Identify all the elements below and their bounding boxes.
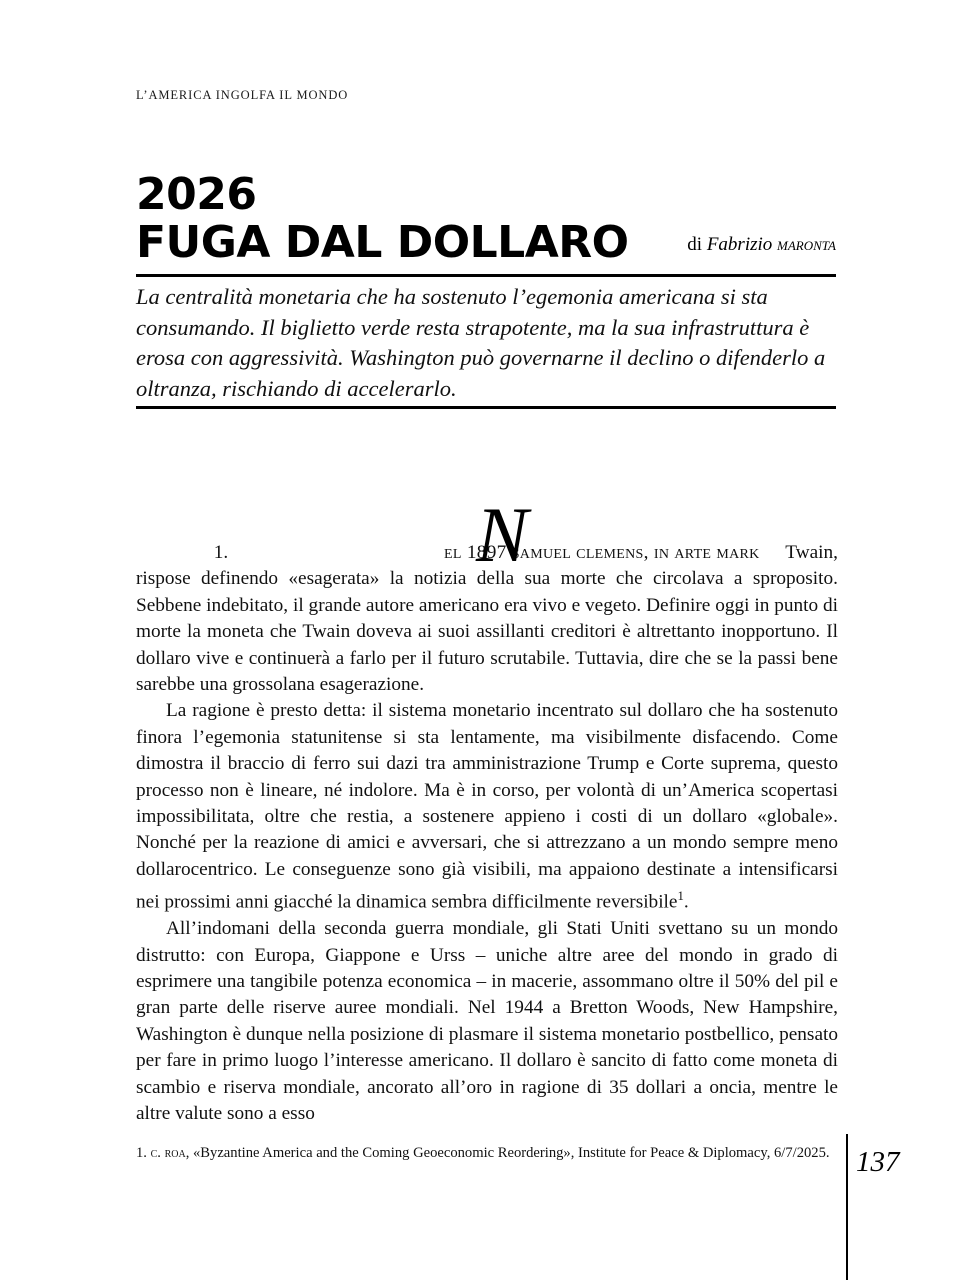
divider-bottom [136, 406, 836, 409]
author-last-name: maronta [777, 234, 836, 255]
footnote-block [136, 1144, 838, 1162]
page-number: 137 [856, 1146, 900, 1178]
lead-smallcaps: el 1897 samuel clemens, in arte mark [444, 542, 760, 563]
author-first-name: Fabrizio [706, 234, 778, 255]
footnote-author: c. roa [150, 1145, 186, 1161]
paragraph-2-text: La ragione è presto detta: il sistema monetario incentrato sul dollaro che ha sostenuto finora l’egemonia statunitense si sta lentamente, ma visibilmente disfacendo. Come dimostra il braccio di ferro sui dazi tra amministrazione Trump e Corte suprema, questo processo non è lineare, né indolore. Ma è in corso, per volontà di un’America scopertasi impossibilitata, oltre che restia, a sostenere appieno i costi di un dollaro «globale». Nonché per la reazione di amici e avversari, che si attrezzano a un mondo sempre meno dollarocentrico. Le conseguenze sono già visibili, ma appaiono destinate a intensificarsi nei prossimi anni giacché la dinamica sembra difficilmente reversibile [136, 700, 838, 913]
byline [687, 234, 836, 256]
standfirst: La centralità monetaria che ha sostenuto l’egemonia americana si sta consumando. Il biglietto verde resta strapotente, ma la sua infrastruttura è erosa con aggressività. Washington può governarne il declino o difenderlo a oltranza, rischiando di accelerarlo. [136, 284, 826, 401]
folio-divider [846, 1134, 848, 1280]
article-body [136, 491, 838, 1127]
byline-prefix: di [687, 234, 707, 255]
paragraph-3: All’indomani della seconda guerra mondiale, gli Stati Uniti svettano su un mondo distrutto: con Europa, Giappone e Urss – uniche altre aree del mondo in grado di esprimere una tangibile potenza economica – in macerie, assommano oltre il 50% del pil e gran parte delle riserve auree mondiali. Nel 1944 a Bretton Woods, New Hampshire, Washington è dunque nella posizione di plasmare il sistema monetario postbellico, pensato per fare in primo luogo l’interesse americano. Il dollaro è sancito di fatto come moneta di scambio e riserva mondiale, ancorato all’oro in ragione di 35 dollari a oncia, mentre le altre valute sono a esso [136, 918, 838, 1124]
title-block [136, 169, 836, 268]
section-number: 1. [213, 542, 229, 563]
paragraph-2-end: . [683, 891, 689, 913]
paragraph-2 [136, 698, 838, 916]
paragraph-first [136, 491, 838, 698]
footnote-marker: 1. [136, 1145, 147, 1161]
footnote-reference-1[interactable]: 1 [677, 889, 684, 904]
page-title: FUGA DAL DOLLARO [136, 217, 629, 268]
divider-top [136, 274, 836, 277]
footnote-text: , «Byzantine America and the Coming Geoeconomic Reordering», Institute for Peace & Diplomacy, 6/7/2025. [185, 1145, 830, 1161]
drop-cap: N [476, 491, 529, 578]
paragraph-1-text: Twain, rispose definendo «esagerata» la notizia della sua morte che circolava a sproposito. Sebbene indebitato, il grande autore americano era vivo e vegeto. Definire oggi in punto di morte la moneta che Twain doveva ai suoi assillanti creditori è altrettanto inopportuno. Il dollaro vive e continuerà a farlo per il futuro scrutabile. Tuttavia, dire che se la passi bene sarebbe una grossolana esagerazione. [136, 542, 838, 696]
article-year: 2026 [136, 169, 257, 220]
running-head: L’AMERICA INGOLFA IL MONDO [136, 88, 349, 102]
